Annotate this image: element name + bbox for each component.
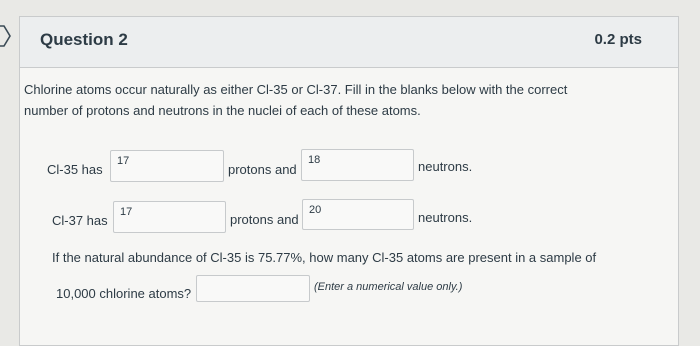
cl37-neutrons-value: 20 xyxy=(309,204,322,216)
cl37-suffix: neutrons. xyxy=(418,210,473,225)
abundance-question-line-2: 10,000 chlorine atoms? xyxy=(56,286,192,301)
cl35-neutrons-value: 18 xyxy=(308,154,321,166)
cl35-neutrons-input[interactable] xyxy=(301,149,414,181)
question-points: 0.2 pts xyxy=(594,31,642,48)
cl37-middle-text: protons and xyxy=(230,212,299,227)
stem-line-1: Chlorine atoms occur naturally as either Cl-35 or Cl-37. Fill in the blanks below with the correct xyxy=(24,82,568,97)
cl35-protons-input[interactable] xyxy=(110,150,224,182)
question-header xyxy=(20,17,678,68)
cl35-label: Cl-35 has xyxy=(47,162,103,177)
question-flag-icon[interactable] xyxy=(0,24,12,48)
cl37-label: Cl-37 has xyxy=(52,213,108,228)
question-stem xyxy=(24,79,604,121)
stem-line-2: number of protons and neutrons in the nuclei of each of these atoms. xyxy=(24,103,421,118)
cl37-protons-value: 17 xyxy=(120,206,133,218)
cl35-protons-value: 17 xyxy=(117,155,130,167)
abundance-hint: (Enter a numerical value only.) xyxy=(314,281,463,293)
cl37-protons-input[interactable] xyxy=(113,201,226,233)
abundance-answer-input[interactable] xyxy=(196,275,310,302)
cl35-middle-text: protons and xyxy=(228,162,297,177)
cl35-suffix: neutrons. xyxy=(418,159,473,174)
abundance-question-line-1: If the natural abundance of Cl-35 is 75.77%, how many Cl-35 atoms are present in a sample of xyxy=(52,250,597,265)
cl37-neutrons-input[interactable] xyxy=(302,199,414,230)
question-title: Question 2 xyxy=(40,30,128,49)
